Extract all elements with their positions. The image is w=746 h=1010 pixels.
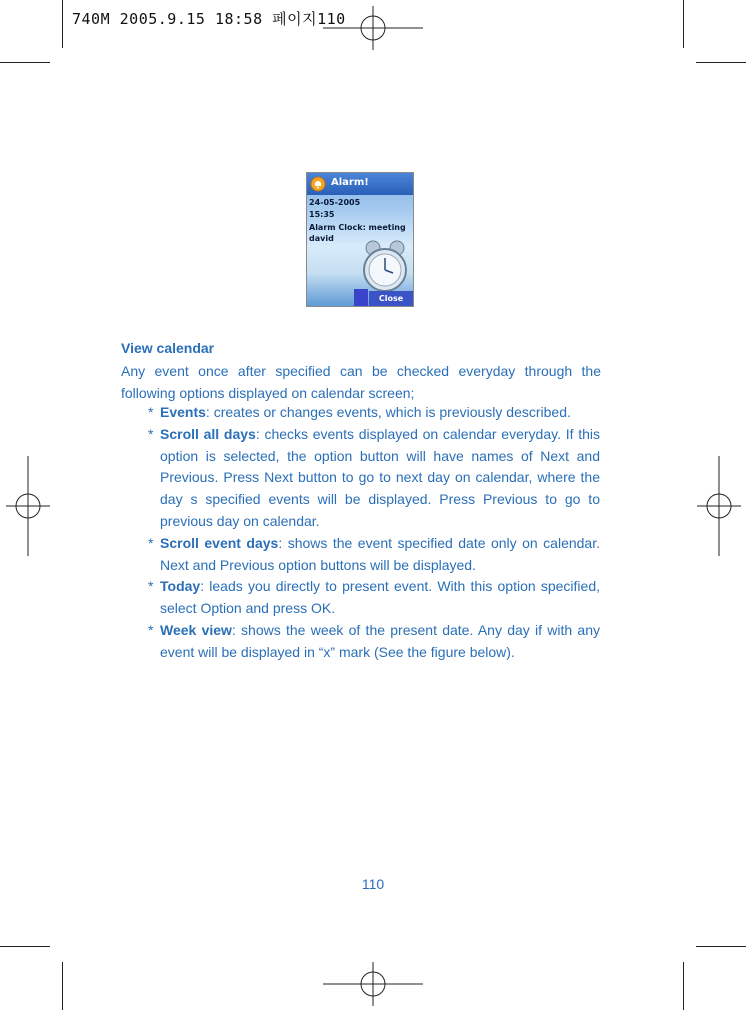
option-today: * Today: leads you directly to present event. With this option specified, select Option and press OK. (148, 578, 600, 617)
crop-mark-top-right-h (696, 62, 746, 63)
registration-mark-right-icon (697, 456, 741, 556)
registration-mark-left-icon (6, 456, 50, 556)
alarm-clock-icon (357, 238, 413, 294)
phone-alarm-screenshot (306, 172, 414, 307)
section-title: View calendar (121, 340, 215, 356)
option-description: : shows the event specified date only on calendar. Next and Previous option buttons will be displayed. (160, 534, 600, 573)
option-description: : creates or changes events, which is previously described. (205, 404, 571, 420)
intro-line-2: following options displayed on calendar screen; (121, 385, 415, 401)
option-term: Scroll all days (160, 425, 256, 442)
phone-date: 24-05-2005 (309, 198, 361, 207)
crop-mark-top-left-h (0, 62, 50, 63)
phone-title: Alarm! (331, 177, 369, 188)
crop-mark-bottom-right-h (696, 946, 746, 947)
registration-mark-bottom-icon (323, 962, 423, 1006)
option-term: Today (160, 578, 201, 595)
registration-mark-top-icon (323, 6, 423, 50)
phone-titlebar (307, 173, 413, 195)
option-events: * Events: creates or changes events, which is previously described. (148, 404, 571, 420)
phone-time: 15:35 (309, 210, 335, 219)
page-number: 110 (361, 876, 385, 892)
phone-softkey-left (354, 289, 368, 306)
crop-mark-bottom-right-v (683, 962, 684, 1010)
crop-mark-bottom-left-h (0, 946, 50, 947)
option-term: Events (160, 404, 206, 420)
print-header: 740M 2005.9.15 18:58 페이지110 (72, 10, 346, 28)
option-scroll-event-days: * Scroll event days: shows the event specified date only on calendar. Next and Previous option buttons will be displayed. (148, 534, 600, 573)
section-intro (121, 360, 601, 404)
crop-mark-top-right-v (683, 0, 684, 48)
close-softkey[interactable]: Close (369, 291, 413, 306)
option-scroll-all-days: * Scroll all days: checks events displayed on calendar everyday. If this option is selected, the option button will have names of Next and Previous. Press Next button to go to next day on calendar, where the day s specified events will be displayed. Press Previous to go to previous day on calendar. (148, 425, 600, 529)
alarm-bell-icon (310, 176, 326, 192)
option-description: : checks events displayed on calendar everyday. If this option is selected, the option button will have names of Next and Previous. Press Next button to go to next day on calendar, where the day s specified events will be displayed. Press Previous to go to previous day on calendar. (160, 425, 600, 529)
intro-line-1: Any event once after specified can be checked everyday through the (121, 363, 601, 379)
crop-mark-top-left-v (62, 0, 63, 48)
phone-user: david (309, 234, 334, 243)
option-week-view: * Week view: shows the week of the present date. Any day if with any event will be displayed in “x” mark (See the figure below). (148, 621, 600, 660)
option-term: Week view (160, 621, 232, 638)
option-term: Scroll event days (160, 534, 279, 551)
option-list (148, 402, 600, 664)
crop-mark-bottom-left-v (62, 962, 63, 1010)
option-description: : leads you directly to present event. With this option specified, select Option and press OK. (160, 578, 600, 617)
option-description: : shows the week of the present date. Any day if with any event will be displayed in “x” mark (See the figure below). (160, 621, 600, 660)
phone-alarm-line: Alarm Clock: meeting (309, 223, 406, 232)
